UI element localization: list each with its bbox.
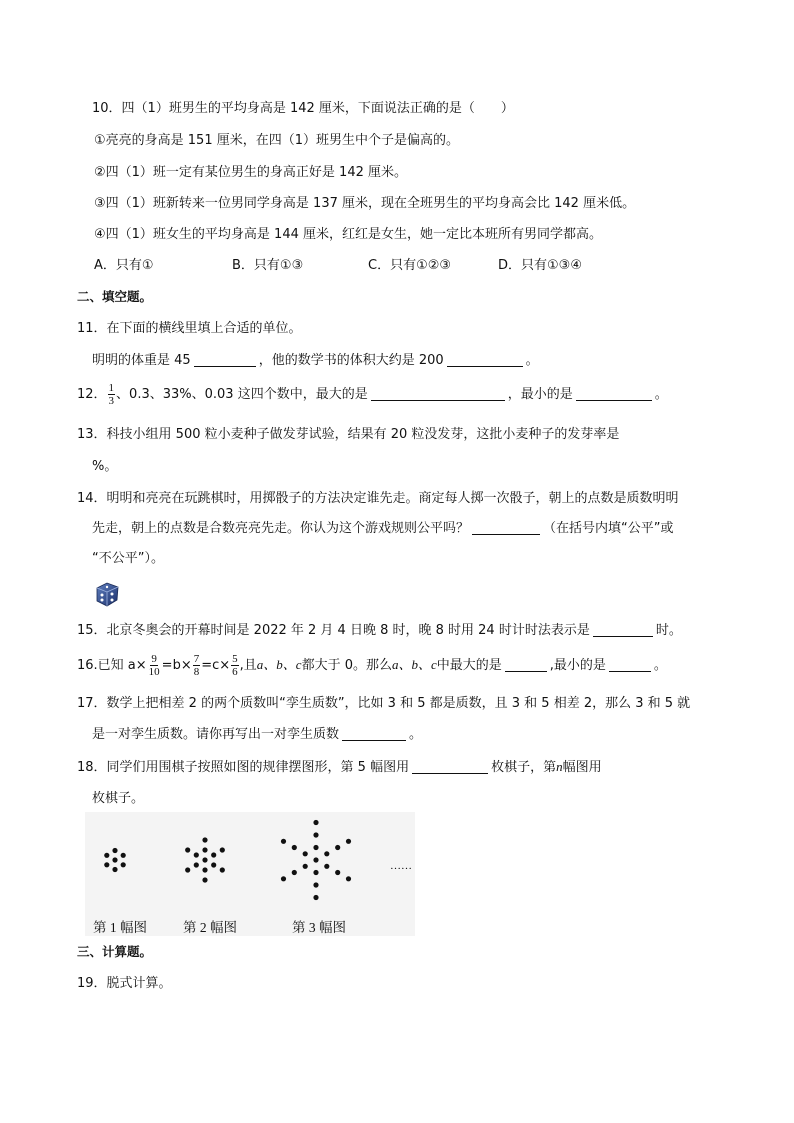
figure-1-dot-1: [112, 848, 117, 853]
q18-blank-fifth[interactable]: [412, 759, 488, 774]
q12-blank-max[interactable]: [371, 386, 505, 401]
q16-t3: =c×: [201, 658, 231, 673]
q16-t4: ,且: [239, 658, 257, 673]
q12-frac-den: 3: [108, 395, 115, 407]
figure-3-dot-10: [324, 864, 329, 869]
figure-2-dot-8: [220, 867, 225, 872]
figure-3-dot-3: [313, 820, 318, 825]
q16-line: [77, 652, 667, 679]
q12-text-b: ，最小的是: [507, 387, 573, 402]
option-d[interactable]: D．只有①③④: [498, 258, 582, 273]
q14-line-3: “不公平”）。: [92, 551, 164, 566]
q17-text-end: 。: [409, 727, 423, 742]
q15-blank-time[interactable]: [593, 622, 653, 637]
section-heading-calculation: 三、计算题。: [77, 944, 153, 959]
figure-2-dot-3: [202, 867, 207, 872]
q11-text-c: 。: [525, 353, 539, 368]
figure-2-dot-5: [211, 852, 216, 857]
q17-blank-pair[interactable]: [342, 726, 406, 741]
q18-text-a: 18．同学们用围棋子按照如图的规律摆图形，第 5 幅图用: [77, 760, 410, 775]
figure-1-dot-4: [121, 862, 126, 867]
q16-frac-3: [231, 653, 239, 678]
q15-text-a: 15．北京冬奥会的开幕时间是 2022 年 2 月 4 日晚 8 时，晚 8 时用 24 时计时法表示是: [77, 623, 590, 638]
q14-blank-fair[interactable]: [472, 520, 540, 535]
figure-3-dot-0: [313, 857, 318, 862]
q10-statement-1: ①亮亮的身高是 151 厘米，在四（1）班男生中个子是偏高的。: [94, 133, 460, 148]
q16-t7: ,最小的是: [549, 658, 606, 673]
q15-line: [77, 622, 682, 640]
figure-2-dot-2: [202, 837, 207, 842]
q17-text: 是一对孪生质数。请你再写出一对孪生质数: [92, 727, 340, 742]
q11-text-a: 明明的体重是 45: [92, 353, 191, 368]
q16-frac-3-num: 5: [232, 653, 238, 665]
q19-stem: 19．脱式计算。: [77, 976, 172, 991]
q16-frac-1-num: 9: [151, 653, 157, 665]
figure-3-dot-8: [335, 845, 340, 850]
q16-blank-min[interactable]: [609, 657, 651, 672]
figure-ellipsis: ……: [390, 860, 412, 872]
q18-text-c: 幅图用: [562, 760, 602, 775]
figure-1-dot-5: [104, 853, 109, 858]
figure-3-dot-5: [313, 882, 318, 887]
q14-text-a: 先走，朝上的点数是合数亮亮先走。你认为这个游戏规则公平吗？: [92, 521, 470, 536]
figure-1-dot-6: [104, 862, 109, 867]
figure-2-dot-1: [202, 847, 207, 852]
q12-number: 12．: [77, 387, 107, 402]
figure-3-dot-12: [346, 876, 351, 881]
q11-line: [92, 352, 539, 370]
q14-text-b: （在括号内填“公平”或: [543, 521, 674, 536]
q14-line-1: 14．明明和亮亮在玩跳棋时，用掷骰子的方法决定谁先走。商定每人掷一次骰子，朝上的点数是质数明明: [77, 491, 679, 506]
q11-stem: 11．在下面的横线里填上合适的单位。: [77, 321, 302, 336]
q12-fraction: [108, 382, 116, 407]
q11-blank-weight[interactable]: [194, 352, 256, 367]
q16-blank-max[interactable]: [505, 657, 547, 672]
q13-line-2: %。: [92, 459, 118, 474]
figure-3-dot-17: [292, 870, 297, 875]
figure-2-dot-7: [211, 862, 216, 867]
q10-statement-3: ③四（1）班新转来一位男同学身高是 137 厘米，现在全班男生的平均身高会比 142 厘米低。: [94, 196, 636, 211]
q16-t1: 16.已知 a×: [77, 658, 147, 673]
dice-icon: [93, 580, 121, 608]
figure-caption-2: 第 2 幅图: [183, 920, 237, 935]
figure-3-dot-16: [303, 864, 308, 869]
q13-line-1: 13．科技小组用 500 粒小麦种子做发芽试验，结果有 20 粒没发芽，这批小麦种子的发芽率是: [77, 427, 620, 442]
option-b[interactable]: B．只有①③: [232, 258, 304, 273]
q10-statement-2: ②四（1）班一定有某位男生的身高正好是 142 厘米。: [94, 165, 408, 180]
q16-t8: 。: [653, 658, 667, 673]
q16-frac-2: [193, 653, 201, 678]
q16-t5: 都大于 0。那么: [301, 658, 392, 673]
q15-text-b: 时。: [655, 623, 682, 638]
figure-1-dot-0: [112, 857, 117, 862]
q16-t2: =b×: [161, 658, 192, 673]
option-a[interactable]: A．只有①: [94, 258, 154, 273]
q16-frac-2-den: 8: [193, 666, 200, 678]
q10-statement-4: ④四（1）班女生的平均身高是 144 厘米，红红是女生，她一定比本班所有男同学都高。: [94, 227, 603, 242]
figure-3-dot-6: [313, 895, 318, 900]
q16-vars-1: a、b、c: [256, 657, 302, 672]
q17-line-1: 17．数学上把相差 2 的两个质数叫“孪生质数”，比如 3 和 5 都是质数，且 3 和 5 相差 2，那么 3 和 5 就: [77, 696, 691, 711]
figure-1-dot-3: [121, 853, 126, 858]
figure-caption-1: 第 1 幅图: [93, 920, 147, 935]
option-c[interactable]: C．只有①②③: [368, 258, 452, 273]
figure-2-dot-12: [185, 867, 190, 872]
q14-line-2: [92, 520, 674, 538]
figure-2-dot-11: [194, 862, 199, 867]
q10-stem: 10．四（1）班男生的平均身高是 142 厘米，下面说法正确的是（ ）: [92, 101, 514, 116]
figure-1-dot-2: [112, 867, 117, 872]
q18-line-1: [77, 758, 602, 777]
q16-vars-2: a、b、c: [391, 657, 437, 672]
figure-2-dot-9: [194, 852, 199, 857]
q18-figure: [85, 812, 415, 936]
figure-2-dot-10: [185, 847, 190, 852]
figure-3-dot-14: [292, 845, 297, 850]
q11-blank-volume[interactable]: [447, 352, 523, 367]
q12-blank-min[interactable]: [576, 386, 652, 401]
figure-3-dot-11: [335, 870, 340, 875]
section-heading-fill-in: 二、填空题。: [77, 289, 153, 304]
q11-text-b: ，他的数学书的体积大约是 200: [258, 353, 444, 368]
q12-text-c: 。: [654, 387, 668, 402]
figure-3-dot-2: [313, 832, 318, 837]
q12-line: [77, 382, 668, 408]
q18-var-n: n: [556, 759, 563, 774]
figure-3-dot-7: [324, 851, 329, 856]
q12-frac-num: 1: [108, 382, 115, 394]
q16-t6: 中最大的是: [436, 658, 502, 673]
figure-2-dot-6: [220, 847, 225, 852]
q16-frac-2-num: 7: [193, 653, 200, 665]
figure-3-dot-18: [281, 876, 286, 881]
figure-2-dot-0: [202, 857, 207, 862]
figure-3-dot-1: [313, 845, 318, 850]
figure-caption-3: 第 3 幅图: [292, 920, 346, 935]
q16-frac-1-den: 10: [148, 666, 160, 678]
figure-3-dot-13: [303, 851, 308, 856]
figure-3-dot-9: [346, 839, 351, 844]
q18-line-2: 枚棋子。: [92, 791, 145, 806]
q16-frac-1: [148, 653, 161, 678]
figure-3-dot-4: [313, 870, 318, 875]
q16-frac-3-den: 6: [232, 666, 238, 678]
figure-2-dot-4: [202, 877, 207, 882]
q17-line-2: [92, 726, 422, 744]
q18-text-b: 枚棋子，第: [491, 760, 557, 775]
q12-text-a: 、0.3、33%、0.03 这四个数中，最大的是: [116, 387, 368, 402]
figure-3-dot-15: [281, 839, 286, 844]
